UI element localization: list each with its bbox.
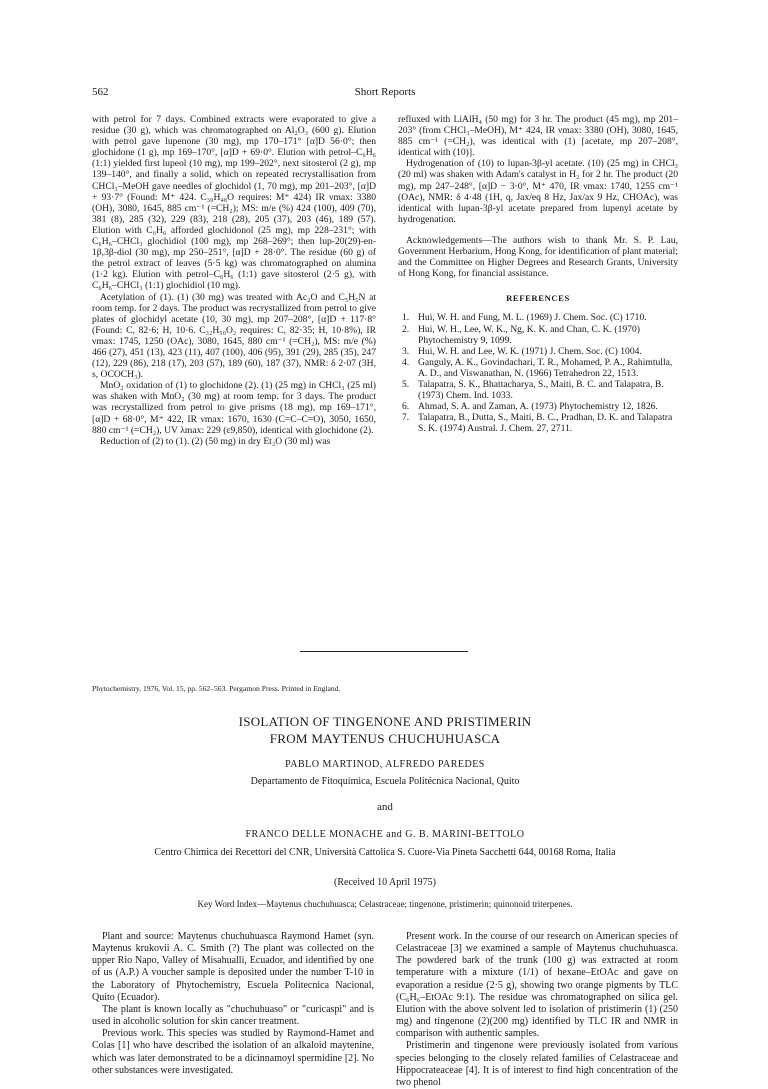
section-divider bbox=[300, 651, 468, 652]
reference-item: 1. Hui, W. H. and Fung, M. L. (1969) J. Chem. Soc. (C) 1710. bbox=[402, 312, 647, 324]
experimental-paragraph: with petrol for 7 days. Combined extracts were evaporated to give a residue (30 g), which was chromatographed on Al₂O₃ (600 g). Elution with petrol gave lupenone (30 mg), mp 170–171° [α]D 56·0°; then glochidone (1 g), mp 169–170°, [α]D + 69·0°. Elution with petrol–C₆H₆ (1:1) yielded first lupeol (10 mg), mp 199–202°, next sitosterol (2 g), mp 139–140°, and finally a solid, which on repeated recrystallisation from CHCl₃–MeOH gave needles of glochidol (1, 70 mg), mp 201–203°, [α]D + 93·7° (Found: M⁺ 424. C₃₀H₄₈O requires: M⁺ 424) IR νmax: 3380 (OH), 3080, 1645, 885 cm⁻¹ (=CH₂); MS: m/e (%) 424 (100), 409 (70), 381 (8), 285 (32), 229 (83), 218 (28), 205 (37), 203 (46), 189 (57). Elution with C₆H₆ afforded glochidonol (25 mg), mp 228–231°; with C₆H₆–CHCl₃ glochidiol (100 mg), mp 268–269°; then lup-20(29)-en-1β,3β-diol (30 mg), mp 250–251°, [α]D + 28·0°. The residue (60 g) of the petrol extract of leaves (5·5 kg) was chromatographed on alumina (1·2 kg). Elution with petrol–C₆H₆ (1:1) gave sitosterol (2·5 g), with C₆H₆–CHCl₃ (1:1) glochidiol (10 mg). bbox=[92, 114, 376, 292]
references-heading: REFERENCES bbox=[506, 293, 570, 304]
authors-conjunction: and bbox=[377, 801, 393, 813]
local-use-paragraph: The plant is known locally as "chuchuhuaso" or "curicaspi" and is used in alcoholic solution for skin cancer treatment. bbox=[92, 1003, 374, 1028]
hydrogenation-paragraph: Hydrogenation of (10) to lupan-3β-yl acetate. (10) (25 mg) in CHCl₃ (20 ml) was shaken with Adam's catalyst in H₂ for 2 hr. The product (20 mg), mp 247–248°, [α]D − 3·0°, M⁺ 470, IR νmax: 1740, 1255 cm⁻¹ (OAc), NMR: δ 4·48 (1H, q, Jax/eq 8 Hz, Jax/ax 9 Hz, CHOAc), was identical with lupan-3β-yl acetate prepared from lupenyl acetate by hydrogenation. bbox=[398, 158, 678, 225]
acknowledgements: Acknowledgements—The authors wish to thank Mr. S. P. Lau, Government Herbarium, Hong Kong, for identification of plant material; and the Committee on Higher Degrees and Research Grants, University of Hong Kong, for financial assistance. bbox=[398, 234, 678, 280]
reference-item: 4. Ganguly, A. K., Govindachari, T. R., Mohamed, P. A., Rahimtulla, A. D., and Viswanathan, N. (1966) Tetrahedron 22, 1513. bbox=[402, 356, 673, 379]
affiliation-1: Departamento de Fitoquímica, Escuela Politécnica Nacional, Quito bbox=[250, 776, 520, 787]
references-list bbox=[398, 312, 678, 434]
article-title-line-1: ISOLATION OF TINGENONE AND PRISTIMERIN bbox=[238, 714, 532, 729]
running-title: Short Reports bbox=[354, 86, 416, 98]
reference-item: 2. Hui, W. H., Lee, W. K., Ng, K. K. and Chan, C. K. (1970) Phytochemistry 9, 1099. bbox=[402, 323, 640, 346]
reference-item: 3. Hui, W. H. and Lee, W. K. (1971) J. Chem. Soc. (C) 1004. bbox=[402, 345, 642, 357]
acetylation-paragraph: Acetylation of (1). (1) (30 mg) was treated with Ac₂O and C₅H₅N at room temp. for 2 days. The product was recrystallized from petrol to give plates of glochidyl acetate (10, 30 mg), mp 207–208°, [α]D + 117·8° (Found: C, 82·6; H, 10·6. C₃₂H₅₀O₂ requires: C, 82·35; H, 10·8%), IR νmax: 1745, 1250 (OAc), 3080, 1645, 880 cm⁻¹ (=CH₂), MS: m/e (%) 466 (27), 451 (13), 423 (11), 407 (100), 406 (95), 391 (29), 285 (35), 247 (12), 229 (86), 218 (17), 203 (57), 189 (60), 187 (37), NMR: δ 2·07 (3H, s, OCOCH₃). bbox=[92, 291, 376, 381]
reference-item: 7. Talapatra, B., Dutta, S., Maiti, B. C., Pradhan, D. K. and Talapatra S. K. (1974) Austral. J. Chem. 27, 2711. bbox=[402, 412, 673, 435]
reduction-paragraph: Reduction of (2) to (1). (2) (50 mg) in dry Et₂O (30 ml) was bbox=[100, 435, 331, 447]
discussion-paragraph: Pristimerin and tingenone were previously isolated from various species belonging to the closely related families of Celastraceae and Hippocrateaceae [4]. It is of interest to find high concentration of the two phenol bbox=[396, 1040, 678, 1088]
present-work-paragraph: Present work. In the course of our research on American species of Celastraceae [3] we examined a sample of Maytenus chuchuhuasca. The powdered bark of the trunk (100 g) was extracted at room temperature with a mixture (1/1) of hexane–EtOAc and gave on evaporation a residue (2·5 g), showing two orange pigments by TLC (C₆H₆–EtOAc 9:1). The residue was chromatographed on silica gel. Elution with the above solvent led to isolation of pristimerin (1) (250 mg) and tingenone (2)(200 mg) identified by TLC IR and NMR in comparison with authentic samples. bbox=[396, 931, 678, 1040]
page-number: 562 bbox=[92, 86, 109, 98]
reference-item: 5. Talapatra, S. K., Bhattacharya, S., Maiti, B. C. and Talapatra, B. (1973) Chem. Ind. 1033. bbox=[402, 378, 664, 402]
affiliation-2: Centro Chimica dei Recettori del CNR, Università Cattolica S. Cuore-Via Pineta Sacchetti 644, 00168 Roma, Italia bbox=[154, 847, 616, 858]
key-word-index: Key Word Index—Maytenus chuchuhuasca; Celastraceae; tingenone, pristimerin; quinonoid triterpenes. bbox=[197, 899, 573, 909]
journal-credit-line: Phytochemistry, 1976, Vol. 15, pp. 562–563. Pergamon Press. Printed in England. bbox=[92, 684, 341, 693]
reduction-continued-paragraph: refluxed with LiAlH₄ (50 mg) for 3 hr. The product (45 mg), mp 201–203° (from CHCl₃–MeOH), M⁺ 424, IR νmax: 3380 (OH), 3080, 1645, 885 cm⁻¹ (=CH₂), was identical with (1) [acetate, mp 207–208°, identical with (10)]. bbox=[398, 114, 678, 159]
reference-item: 6. Ahmad, S. A. and Zaman, A. (1973) Phytochemistry 12, 1826. bbox=[402, 401, 658, 413]
top-left-column bbox=[92, 114, 376, 447]
plant-source-paragraph: Plant and source: Maytenus chuchuhuasca Raymond Hamet (syn. Maytenus krukovii A. C. Smith (?) The plant was collected on the upper Rio Napo, Valley of Misahualli, Ecuador, and identified by one of us (A.P.) A voucher sample is deposited under the number T-10 in the Laboratory of Phytochemistry, Escuela Politecnica Nacional, Quito (Ecuador). bbox=[92, 931, 374, 1003]
article-title-line-2: FROM MAYTENUS CHUCHUHUASCA bbox=[269, 731, 501, 746]
authors-group-1: PABLO MARTINOD, ALFREDO PAREDES bbox=[285, 759, 485, 770]
body-left-column bbox=[92, 931, 374, 1077]
previous-work-paragraph: Previous work. This species was studied by Raymond-Hamet and Colas [1] who have described the isolation of an alkaloid maytenine, which was later demonstrated to be a dicinnamoyl spermidine [2]. No other substances were investigated. bbox=[92, 1028, 374, 1076]
authors-group-2: FRANCO DELLE MONACHE and G. B. MARINI-BETTOLO bbox=[245, 829, 525, 840]
page-header bbox=[92, 86, 678, 102]
top-right-column bbox=[398, 114, 678, 434]
oxidation-paragraph: MnO₂ oxidation of (1) to glochidone (2). (1) (25 mg) in CHCl₃ (25 ml) was shaken with MnO₂ (30 mg) at room temp. for 3 days. The product was recrystallized from petrol to give prisms (18 mg), mp 169–171°, [α]D + 68·0°, M⁺ 422, IR νmax: 1670, 1630 (C=C–C=O), 3050, 1650, 880 cm⁻¹ (=CH₂), UV λmax: 229 (ε9,850), identical with glochidone (2). bbox=[92, 380, 376, 436]
body-right-column bbox=[396, 931, 678, 1089]
received-date: (Received 10 April 1975) bbox=[334, 877, 436, 888]
